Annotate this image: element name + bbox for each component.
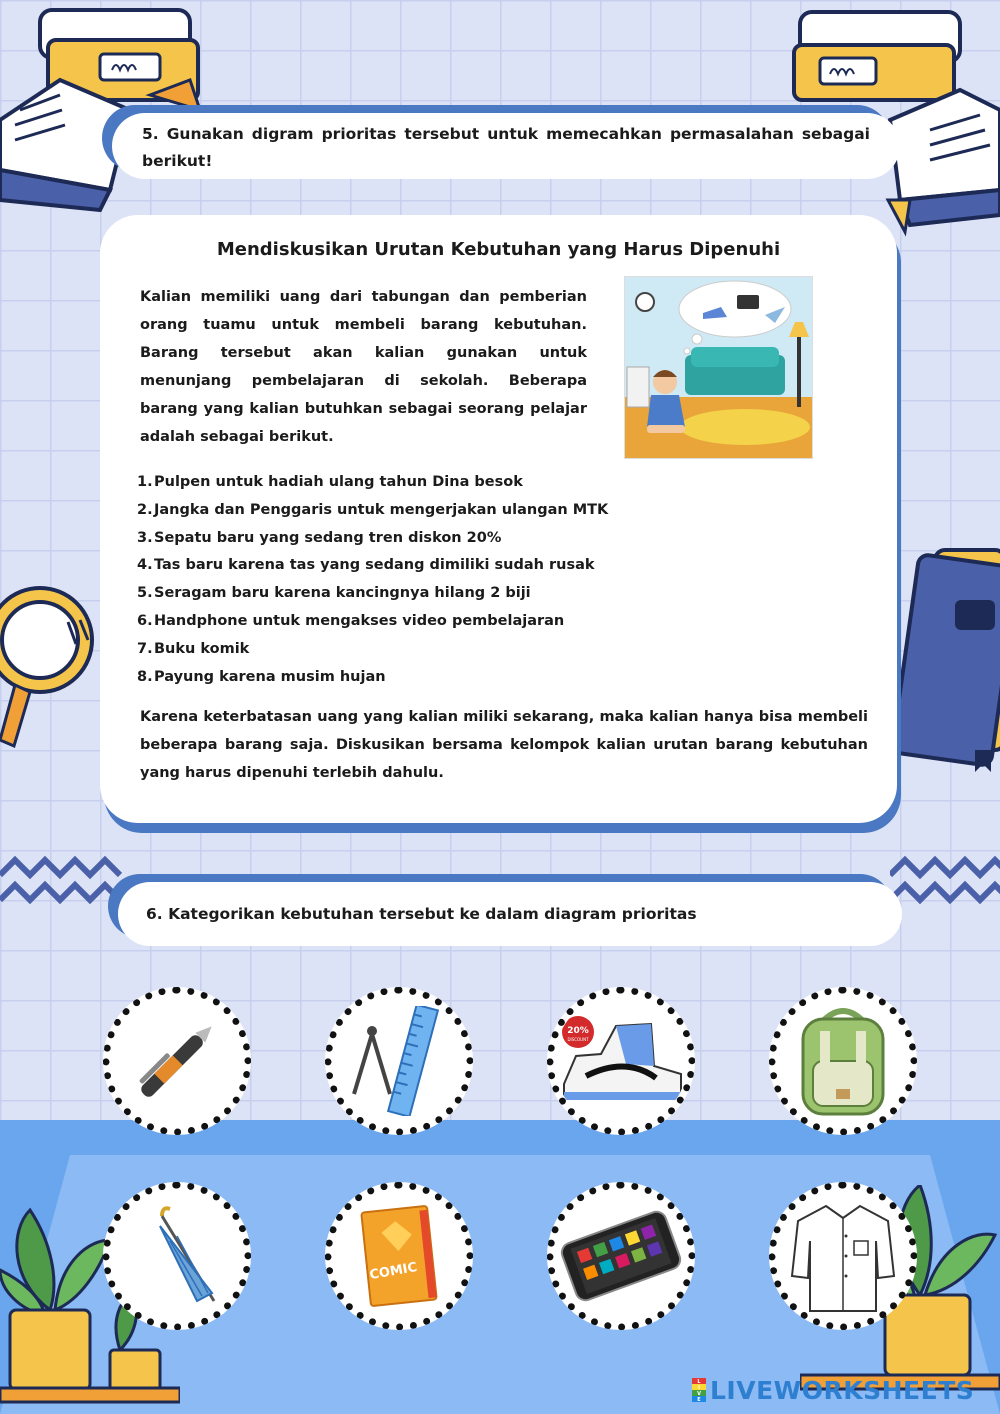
needs-list xyxy=(137,469,608,691)
comic-book-item[interactable] xyxy=(325,1182,473,1330)
discount-badge: 20% xyxy=(567,1026,589,1036)
brand-name: LIVEWORKSHEETS xyxy=(710,1375,975,1405)
compass-ruler-item[interactable] xyxy=(325,987,473,1135)
pen-icon xyxy=(122,1006,232,1116)
closing-paragraph: Karena keterbatasan uang yang kalian miliki sekarang, maka kalian hanya bisa membeli beberapa barang saja. Diskusikan bersama kelompok kalian urutan barang kebutuhan yang harus dipenuhi terlebih dahulu. xyxy=(140,709,868,781)
question-6-banner xyxy=(118,882,902,946)
discount-word: DISCOUNT xyxy=(567,1037,589,1042)
card-title: Mendiskusikan Urutan Kebutuhan yang Harus Dipenuhi xyxy=(216,239,781,260)
list-item: 3. Sepatu baru yang sedang tren diskon 20% xyxy=(137,529,502,546)
magnifier-decoration xyxy=(0,570,110,750)
question-6-text: 6. Kategorikan kebutuhan tersebut ke dalam diagram prioritas xyxy=(146,904,697,923)
list-item: 5. Seragam baru karena kancingnya hilang 2 biji xyxy=(137,585,531,602)
zigzag-left-decoration xyxy=(0,855,130,925)
svg-text:V: V xyxy=(697,1391,701,1397)
notebook-decoration xyxy=(895,540,1000,780)
thinking-child-illustration xyxy=(624,276,813,459)
question-5-banner xyxy=(112,113,900,179)
smartphone-icon xyxy=(556,1201,686,1311)
shirt-item[interactable] xyxy=(769,1182,917,1330)
smartphone-item[interactable] xyxy=(547,1182,695,1330)
sneaker-icon xyxy=(556,1006,686,1116)
zigzag-right-decoration xyxy=(890,855,1000,925)
backpack-item[interactable] xyxy=(769,987,917,1135)
svg-text:E: E xyxy=(697,1397,701,1402)
case-study-card xyxy=(100,215,897,823)
backpack-icon xyxy=(788,1001,898,1121)
svg-text:I: I xyxy=(698,1385,700,1391)
shirt-icon xyxy=(788,1196,898,1316)
comic-label: COMIC xyxy=(368,1260,419,1284)
umbrella-item[interactable] xyxy=(103,1182,251,1330)
umbrella-icon xyxy=(122,1201,232,1311)
list-item: 2. Jangka dan Penggaris untuk mengerjakan ulangan MTK xyxy=(137,501,609,518)
pen-item[interactable] xyxy=(103,987,251,1135)
list-item: 6. Handphone untuk mengakses video pembelajaran xyxy=(137,612,565,629)
comic-book-icon xyxy=(344,1201,454,1311)
list-item: 4. Tas baru karena tas yang sedang dimiliki sudah rusak xyxy=(137,557,595,574)
svg-text:L: L xyxy=(697,1379,701,1385)
list-item: 1. Pulpen untuk hadiah ulang tahun Dina besok xyxy=(137,474,523,490)
compass-ruler-icon xyxy=(344,1006,454,1116)
question-5-text: 5. Gunakan digram prioritas tersebut untuk memecahkan permasalahan sebagai berikut! xyxy=(142,125,870,170)
list-item: 8. Payung karena musim hujan xyxy=(137,668,386,685)
sneaker-item[interactable] xyxy=(547,987,695,1135)
intro-paragraph: Kalian memiliki uang dari tabungan dan pemberian orang tuamu untuk membeli barang kebutuhan. Barang tersebut akan kalian gunakan untuk menunjang pembelajaran di sekolah. Beberapa barang yang kalian butuhkan sebagai seorang pelajar adalah sebagai berikut. xyxy=(140,289,587,445)
brand-logo-icon xyxy=(692,1378,706,1402)
liveworksheets-brand[interactable] xyxy=(692,1376,974,1404)
list-item: 7. Buku komik xyxy=(137,640,250,657)
books-left-decoration xyxy=(0,0,220,220)
